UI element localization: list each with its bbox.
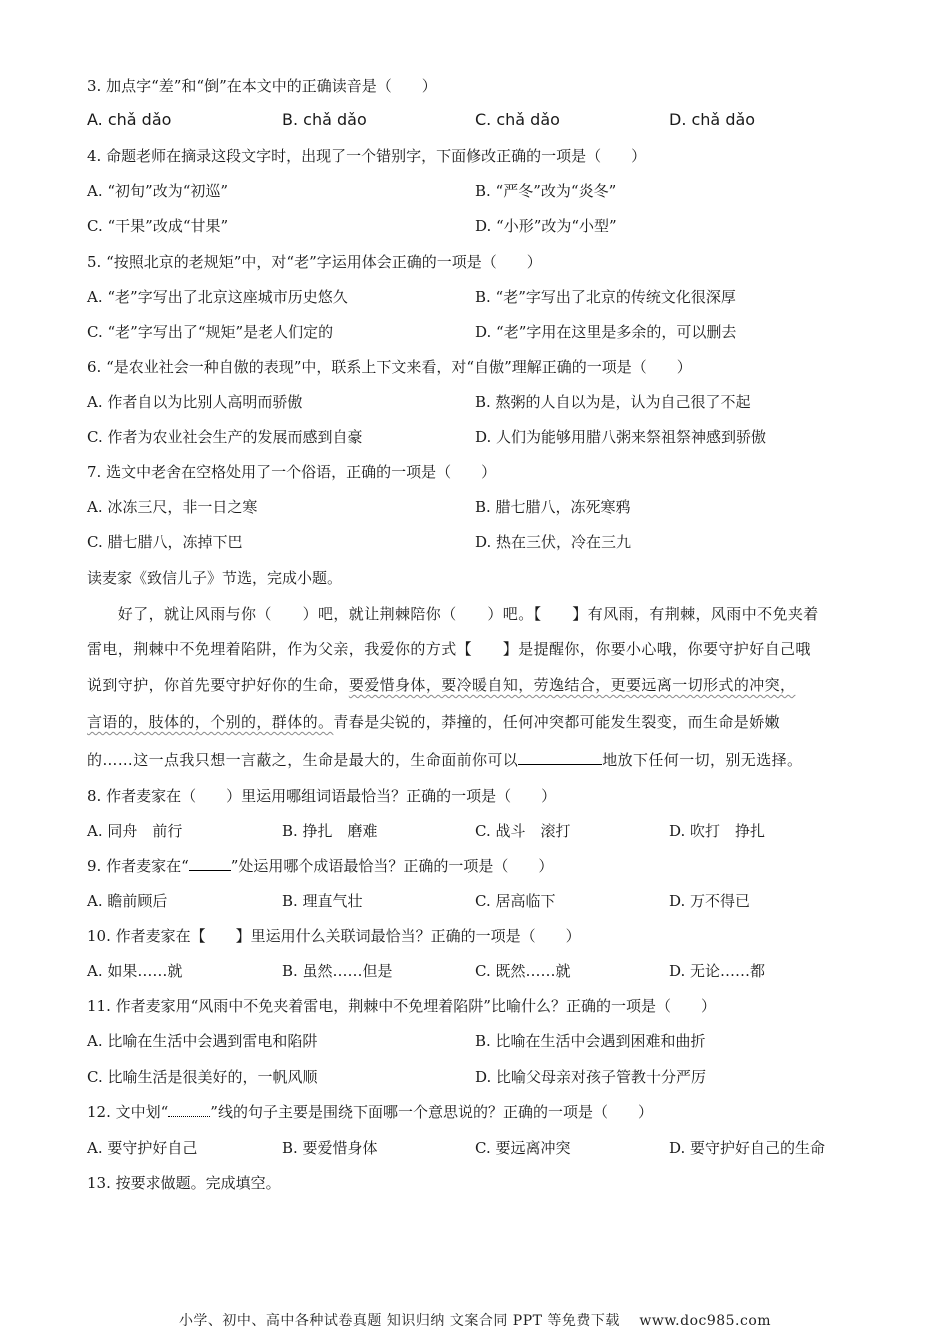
question-5-option-c: C. “老”字写出了“规矩”是老人们定的: [87, 323, 334, 341]
question-4-option-b: B. “严冬”改为“炎冬”: [475, 182, 617, 200]
question-6-option-d: D. 人们为能够用腊八粥来祭祖祭神感到骄傲: [475, 428, 767, 446]
question-3-option-a: A. chǎ dǎo: [87, 110, 172, 129]
question-8-option-d: D. 吹打 挣扎: [669, 822, 766, 840]
question-3-stem: 3. 加点字“差”和“倒”在本文中的正确读音是（ ）: [87, 77, 437, 95]
page-footer: 小学、初中、高中各种试卷真题 知识归纳 文案合同 PPT 等免费下载 www.doc985.com: [178, 1313, 772, 1329]
question-12-option-b: B. 要爱惜身体: [282, 1139, 378, 1157]
question-9-option-d: D. 万不得已: [669, 892, 751, 910]
question-7-option-c: C. 腊七腊八，冻掉下巴: [87, 533, 243, 551]
passage-line-5-start: 的……这一点我只想一言蔽之，生命是最大的，生命面前你可以: [87, 751, 519, 769]
question-5-stem: 5. “按照北京的老规矩”中，对“老”字运用体会正确的一项是（ ）: [87, 253, 542, 271]
question-9-stem-end: ”处运用哪个成语最恰当？正确的一项是（ ）: [230, 857, 554, 875]
question-8-option-b: B. 挣扎 磨难: [282, 822, 378, 840]
question-8-option-c: C. 战斗 滚打: [475, 822, 571, 840]
question-10-option-a: A. 如果……就: [87, 962, 183, 980]
question-5-option-d: D. “老”字用在这里是多余的，可以删去: [475, 323, 737, 341]
question-12-option-c: C. 要远离冲突: [475, 1139, 571, 1157]
question-7-option-a: A. 冰冻三尺，非一日之寒: [87, 498, 258, 516]
question-9-stem: [87, 856, 553, 876]
question-11-stem: 11. 作者麦家用“风雨中不免夹着雷电，荆棘中不免埋着陷阱”比喻什么？正确的一项是（ ）: [87, 997, 716, 1015]
question-6-stem: 6. “是农业社会一种自傲的表现”中，联系上下文来看，对“自傲”理解正确的一项是（ ）: [87, 358, 692, 376]
question-9-stem-start: 9. 作者麦家在“: [87, 857, 189, 875]
question-4-stem: 4. 命题老师在摘录这段文字时，出现了一个错别字，下面修改正确的一项是（ ）: [87, 147, 647, 165]
passage-line-5: [87, 750, 867, 770]
question-12-stem-start: 12. 文中划“: [87, 1103, 169, 1121]
question-3-option-d: D. chǎ dǎo: [669, 110, 756, 129]
question-4-option-d: D. “小形”改为“小型”: [475, 217, 617, 235]
passage-underlined-sentence-part-1: 要爱惜身体，要冷暖自知，劳逸结合，更要远离一切形式的冲突，: [348, 676, 796, 694]
question-10-option-b: B. 虽然……但是: [282, 962, 393, 980]
question-11-option-a: A. 比喻在生活中会遇到雷电和陷阱: [87, 1032, 318, 1050]
question-13-stem: 13. 按要求做题。完成填空。: [87, 1174, 281, 1192]
passage-line-4: [87, 712, 867, 732]
question-12-option-a: A. 要守护好自己: [87, 1139, 198, 1157]
question-11-option-c: C. 比喻生活是很美好的，一帆风顺: [87, 1068, 318, 1086]
question-8-option-a: A. 同舟 前行: [87, 822, 183, 840]
question-12-stem-end: ”线的句子主要是围绕下面哪一个意思说的？正确的一项是（ ）: [210, 1103, 653, 1121]
question-3-option-c: C. chǎ dǎo: [475, 110, 560, 129]
question-10-option-d: D. 无论……都: [669, 962, 766, 980]
question-7-option-d: D. 热在三伏，冷在三九: [475, 533, 632, 551]
question-6-option-c: C. 作者为农业社会生产的发展而感到自豪: [87, 428, 363, 446]
question-11-option-b: B. 比喻在生活中会遇到困难和曲折: [475, 1032, 706, 1050]
passage-line-4-end: 青春是尖锐的，莽撞的，任何冲突都可能发生裂变，而生命是娇嫩: [333, 713, 781, 731]
question-3-option-b: B. chǎ dǎo: [282, 110, 367, 129]
question-7-option-b: B. 腊七腊八，冻死寒鸦: [475, 498, 631, 516]
reading-intro: 读麦家《致信儿子》节选，完成小题。: [87, 569, 343, 587]
question-5-option-a: A. “老”字写出了北京这座城市历史悠久: [87, 288, 348, 306]
question-12-stem: [87, 1102, 653, 1122]
question-10-option-c: C. 既然……就: [475, 962, 571, 980]
question-9-option-c: C. 居高临下: [475, 892, 556, 910]
question-6-option-a: A. 作者自以为比别人高明而骄傲: [87, 393, 303, 411]
question-9-option-b: B. 理直气壮: [282, 892, 363, 910]
question-9-blank: [189, 858, 231, 871]
passage-underlined-sentence-part-2: 言语的，肢体的，个别的，群体的。: [87, 713, 334, 731]
passage-line-1: 好了，就让风雨与你（ ）吧，就让荆棘陪你（ ）吧。【 】有风雨，有荆棘，风雨中不免夹着: [87, 605, 819, 623]
question-8-stem: 8. 作者麦家在（ ）里运用哪组词语最恰当？正确的一项是（ ）: [87, 787, 557, 805]
question-4-option-a: A. “初旬”改为“初巡”: [87, 182, 229, 200]
passage-line-5-end: 地放下任何一切，别无选择。: [602, 751, 803, 769]
question-12-option-d: D. 要守护好自己的生命: [669, 1139, 826, 1157]
question-5-option-b: B. “老”字写出了北京的传统文化很深厚: [475, 288, 736, 306]
question-9-option-a: A. 瞻前顾后: [87, 892, 168, 910]
passage-line-3-start: 说到守护，你首先要守护好你的生命，: [87, 676, 349, 694]
question-4-option-c: C. “干果”改成“甘果”: [87, 217, 229, 235]
question-7-stem: 7. 选文中老舍在空格处用了一个俗语，正确的一项是（ ）: [87, 463, 497, 481]
passage-line-3: [87, 675, 867, 695]
question-6-option-b: B. 熬粥的人自以为是，认为自己很了不起: [475, 393, 751, 411]
passage-line-2: 雷电，荆棘中不免埋着陷阱，作为父亲，我爱你的方式【 】是提醒你，你要小心哦，你要守护好自己哦: [87, 640, 811, 658]
question-11-option-d: D. 比喻父母亲对孩子管教十分严厉: [475, 1068, 707, 1086]
question-12-wavy-line-sample: [168, 1104, 210, 1117]
question-10-stem: 10. 作者麦家在【 】里运用什么关联词最恰当？正确的一项是（ ）: [87, 927, 581, 945]
passage-idiom-blank: [518, 750, 602, 765]
